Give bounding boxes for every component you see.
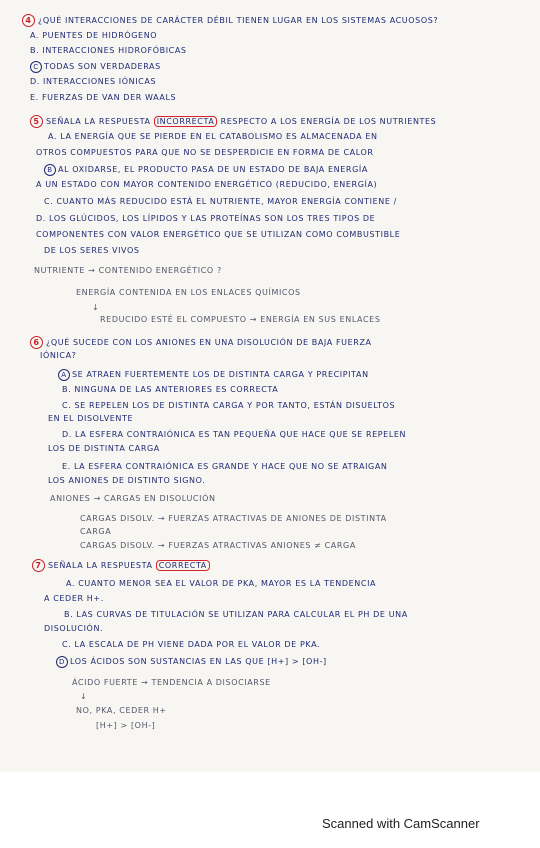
q4-option-e: E. FUERZAS DE VAN DER WAALS bbox=[30, 93, 177, 102]
q6-line: EN EL DISOLVENTE bbox=[48, 414, 134, 423]
q5-number: 5 bbox=[30, 115, 43, 128]
q5-line: A UN ESTADO CON MAYOR CONTENIDO ENERGÉTICO (REDUCIDO, ENERGÍA) bbox=[36, 180, 378, 189]
q7-line: A. CUANTO MENOR SEA EL VALOR DE PKA, MAYOR ES LA TENDENCIA bbox=[66, 579, 377, 588]
q6-number: 6 bbox=[30, 336, 43, 349]
q5-answer-circle: B bbox=[44, 164, 56, 176]
q6-line: B. NINGUNA DE LAS ANTERIORES ES CORRECTA bbox=[62, 385, 279, 394]
q6-question-cont: IÓNICA? bbox=[40, 351, 77, 360]
q4-option-a: A. PUENTES DE HIDRÓGENO bbox=[30, 31, 158, 40]
scanner-watermark: Scanned with CamScanner bbox=[322, 816, 480, 831]
q7-answer-circle: D bbox=[56, 656, 68, 668]
q5-line: B AL OXIDARSE, EL PRODUCTO PASA DE UN ESTADO DE BAJA ENERGÍA bbox=[44, 164, 368, 176]
q7-number: 7 bbox=[32, 559, 45, 572]
q7-question: 7 SEÑALA LA RESPUESTA CORRECTA bbox=[32, 559, 210, 572]
q4-number: 4 bbox=[22, 14, 35, 27]
q4-answer-circle: C bbox=[30, 61, 42, 73]
down-arrow: ↓ bbox=[80, 692, 88, 701]
q5-note: ENERGÍA CONTENIDA EN LOS ENLACES QUÍMICOS bbox=[76, 288, 301, 297]
q6-note: CARGAS DISOLV. → FUERZAS ATRACTIVAS ANIONES ≠ CARGA bbox=[80, 541, 356, 550]
q7-note: [H+] > [OH-] bbox=[96, 721, 156, 730]
q7-note: NO, PKA, CEDER H+ bbox=[76, 706, 167, 715]
q5-note: REDUCIDO ESTÉ EL COMPUESTO → ENERGÍA EN SUS ENLACES bbox=[100, 315, 381, 324]
q7-line: C. LA ESCALA DE PH VIENE DADA POR EL VALOR DE PKA. bbox=[62, 640, 321, 649]
q6-line: LOS ANIONES DE DISTINTO SIGNO. bbox=[48, 476, 206, 485]
q6-note: ANIONES → CARGAS EN DISOLUCIÓN bbox=[50, 494, 216, 503]
q5-line: OTROS COMPUESTOS PARA QUE NO SE DESPERDICIE EN FORMA DE CALOR bbox=[36, 148, 374, 157]
q7-line: B. LAS CURVAS DE TITULACIÓN SE UTILIZAN PARA CALCULAR EL PH DE UNA bbox=[64, 610, 408, 619]
q5-question: 5 SEÑALA LA RESPUESTA INCORRECTA RESPECTO A LOS ENERGÍA DE LOS NUTRIENTES bbox=[30, 115, 436, 128]
q6-answer-circle: A bbox=[58, 369, 70, 381]
q5-line: A. LA ENERGÍA QUE SE PIERDE EN EL CATABOLISMO ES ALMACENADA EN bbox=[48, 132, 378, 141]
q7-line: DISOLUCIÓN. bbox=[44, 624, 104, 633]
q7-line: A CEDER H+. bbox=[44, 594, 104, 603]
q5-line: COMPONENTES CON VALOR ENERGÉTICO QUE SE UTILIZAN COMO COMBUSTIBLE bbox=[36, 230, 401, 239]
q6-question: 6 ¿QUÉ SUCEDE CON LOS ANIONES EN UNA DISOLUCIÓN DE BAJA FUERZA bbox=[30, 336, 372, 349]
q6-line: A SE ATRAEN FUERTEMENTE LOS DE DISTINTA CARGA Y PRECIPITAN bbox=[58, 369, 369, 381]
q7-highlight-correct: CORRECTA bbox=[156, 560, 210, 571]
q5-line: C. CUANTO MÁS REDUCIDO ESTÁ EL NUTRIENTE, MAYOR ENERGÍA CONTIENE / bbox=[44, 197, 397, 206]
q6-line: E. LA ESFERA CONTRAIÓNICA ES GRANDE Y HACE QUE NO SE ATRAIGAN bbox=[62, 462, 388, 471]
q4-option-b: B. INTERACCIONES HIDROFÓBICAS bbox=[30, 46, 187, 55]
q6-note: CARGA bbox=[80, 527, 112, 536]
q5-note: NUTRIENTE → CONTENIDO ENERGÉTICO ? bbox=[34, 266, 222, 275]
q6-note: CARGAS DISOLV. → FUERZAS ATRACTIVAS DE ANIONES DE DISTINTA bbox=[80, 514, 387, 523]
q7-line: D LOS ÁCIDOS SON SUSTANCIAS EN LAS QUE [H+] > [OH-] bbox=[56, 656, 327, 668]
q6-line: C. SE REPELEN LOS DE DISTINTA CARGA Y POR TANTO, ESTÁN DISUELTOS bbox=[62, 401, 396, 410]
q7-note: ÁCIDO FUERTE → TENDENCIA A DISOCIARSE bbox=[72, 678, 271, 687]
q6-line: D. LA ESFERA CONTRAIÓNICA ES TAN PEQUEÑA QUE HACE QUE SE REPELEN bbox=[62, 430, 407, 439]
q5-line: DE LOS SERES VIVOS bbox=[44, 246, 140, 255]
q6-line: LOS DE DISTINTA CARGA bbox=[48, 444, 160, 453]
q5-highlight-incorrect: INCORRECTA bbox=[154, 116, 218, 127]
q4-question: 4 ¿QUÉ INTERACCIONES DE CARÁCTER DÉBIL TIENEN LUGAR EN LOS SISTEMAS ACUOSOS? bbox=[22, 14, 438, 27]
q5-line: D. LOS GLÚCIDOS, LOS LÍPIDOS Y LAS PROTEÍNAS SON LOS TRES TIPOS DE bbox=[36, 214, 376, 223]
down-arrow: ↓ bbox=[92, 303, 100, 312]
q4-option-c: C TODAS SON VERDADERAS bbox=[30, 61, 161, 73]
q4-option-d: D. INTERACCIONES IÓNICAS bbox=[30, 77, 157, 86]
